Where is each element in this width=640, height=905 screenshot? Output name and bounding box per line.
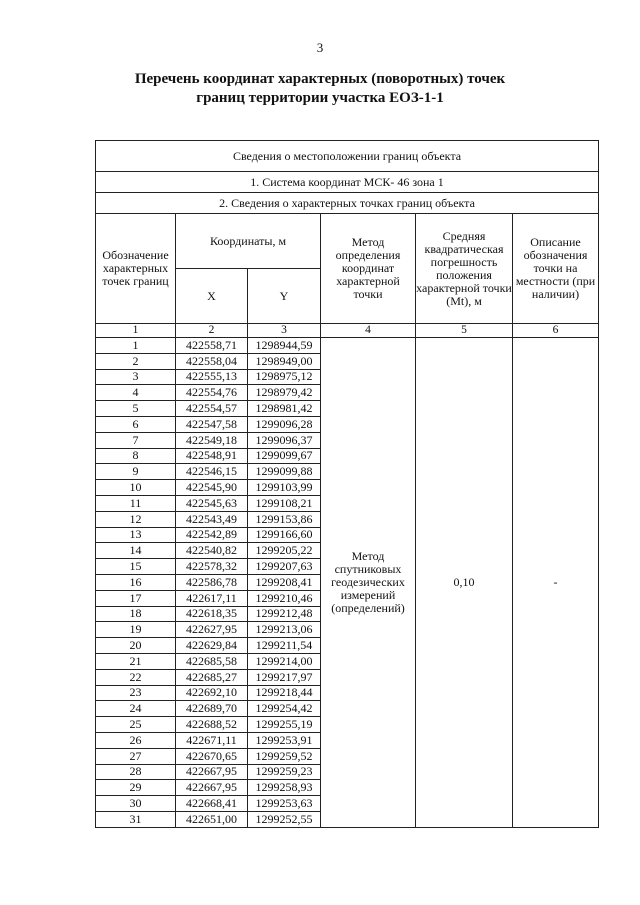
y-coordinate-cell: 1298975,12 xyxy=(248,369,321,385)
x-coordinate-cell: 422558,71 xyxy=(176,338,248,354)
page-number: 3 xyxy=(316,40,324,55)
y-coordinate-cell: 1299255,19 xyxy=(248,717,321,733)
title-line-1: Перечень координат характерных (поворотных) точек xyxy=(134,71,506,87)
point-number-cell: 27 xyxy=(96,748,176,764)
y-coordinate-cell: 1299207,63 xyxy=(248,559,321,575)
point-number-cell: 13 xyxy=(96,527,176,543)
x-coordinate-cell: 422668,41 xyxy=(176,796,248,812)
point-number-cell: 15 xyxy=(96,559,176,575)
point-number-cell: 23 xyxy=(96,685,176,701)
point-number-cell: 24 xyxy=(96,701,176,717)
y-coordinate-cell: 1299108,21 xyxy=(248,495,321,511)
column-number: 2 xyxy=(176,324,248,338)
y-coordinate-cell: 1299213,06 xyxy=(248,622,321,638)
y-coordinate-cell: 1298949,00 xyxy=(248,353,321,369)
x-coordinate-cell: 422545,63 xyxy=(176,495,248,511)
x-coordinate-cell: 422671,11 xyxy=(176,732,248,748)
point-number-cell: 6 xyxy=(96,416,176,432)
column-number: 1 xyxy=(96,324,176,338)
point-number-cell: 12 xyxy=(96,511,176,527)
point-number-cell: 28 xyxy=(96,764,176,780)
y-coordinate-cell: 1299210,46 xyxy=(248,590,321,606)
point-number-cell: 2 xyxy=(96,353,176,369)
x-coordinate-cell: 422667,95 xyxy=(176,780,248,796)
y-coordinate-cell: 1299099,88 xyxy=(248,464,321,480)
point-number-cell: 11 xyxy=(96,495,176,511)
y-coordinate-cell: 1299253,91 xyxy=(248,732,321,748)
x-coordinate-cell: 422685,27 xyxy=(176,669,248,685)
x-coordinate-cell: 422547,58 xyxy=(176,416,248,432)
section-characteristic-points: 2. Сведения о характерных точках границ объекта xyxy=(96,193,599,214)
y-coordinate-cell: 1299212,48 xyxy=(248,606,321,622)
header-y: Y xyxy=(248,269,321,324)
y-coordinate-cell: 1299208,41 xyxy=(248,574,321,590)
point-number-cell: 29 xyxy=(96,780,176,796)
x-coordinate-cell: 422688,52 xyxy=(176,717,248,733)
y-coordinate-cell: 1299214,00 xyxy=(248,653,321,669)
point-number-cell: 7 xyxy=(96,432,176,448)
x-coordinate-cell: 422554,57 xyxy=(176,401,248,417)
point-number-cell: 4 xyxy=(96,385,176,401)
x-coordinate-cell: 422618,35 xyxy=(176,606,248,622)
y-coordinate-cell: 1299259,23 xyxy=(248,764,321,780)
x-coordinate-cell: 422670,65 xyxy=(176,748,248,764)
x-coordinate-cell: 422549,18 xyxy=(176,432,248,448)
point-number-cell: 16 xyxy=(96,574,176,590)
document-title xyxy=(60,70,580,108)
column-number: 3 xyxy=(248,324,321,338)
y-coordinate-cell: 1299259,52 xyxy=(248,748,321,764)
point-number-cell: 31 xyxy=(96,811,176,827)
description-cell: - xyxy=(513,338,599,828)
x-coordinate-cell: 422685,58 xyxy=(176,653,248,669)
point-number-cell: 22 xyxy=(96,669,176,685)
x-coordinate-cell: 422627,95 xyxy=(176,622,248,638)
x-coordinate-cell: 422548,91 xyxy=(176,448,248,464)
x-coordinate-cell: 422540,82 xyxy=(176,543,248,559)
point-number-cell: 26 xyxy=(96,732,176,748)
section-coordinate-system: 1. Система координат МСК- 46 зона 1 xyxy=(96,172,599,193)
x-coordinate-cell: 422578,32 xyxy=(176,559,248,575)
header-coordinates: Координаты, м xyxy=(176,214,321,269)
point-number-cell: 10 xyxy=(96,480,176,496)
point-number-cell: 8 xyxy=(96,448,176,464)
y-coordinate-cell: 1298944,59 xyxy=(248,338,321,354)
y-coordinate-cell: 1299205,22 xyxy=(248,543,321,559)
header-error: Средняя квадратическая погрешность положения характерной точки (Mt), м xyxy=(416,214,513,324)
y-coordinate-cell: 1299217,97 xyxy=(248,669,321,685)
y-coordinate-cell: 1299166,60 xyxy=(248,527,321,543)
x-coordinate-cell: 422545,90 xyxy=(176,480,248,496)
point-number-cell: 17 xyxy=(96,590,176,606)
y-coordinate-cell: 1299096,28 xyxy=(248,416,321,432)
y-coordinate-cell: 1298981,42 xyxy=(248,401,321,417)
point-number-cell: 9 xyxy=(96,464,176,480)
point-number-cell: 14 xyxy=(96,543,176,559)
x-coordinate-cell: 422667,95 xyxy=(176,764,248,780)
x-coordinate-cell: 422689,70 xyxy=(176,701,248,717)
header-x: X xyxy=(176,269,248,324)
column-number: 6 xyxy=(513,324,599,338)
y-coordinate-cell: 1299252,55 xyxy=(248,811,321,827)
y-coordinate-cell: 1299099,67 xyxy=(248,448,321,464)
title-line-2: границ территории участка ЕОЗ-1-1 xyxy=(196,90,444,106)
point-number-cell: 20 xyxy=(96,638,176,654)
y-coordinate-cell: 1299096,37 xyxy=(248,432,321,448)
y-coordinate-cell: 1299253,63 xyxy=(248,796,321,812)
column-number: 4 xyxy=(321,324,416,338)
x-coordinate-cell: 422555,13 xyxy=(176,369,248,385)
point-number-cell: 21 xyxy=(96,653,176,669)
header-description: Описание обозначения точки на местности (при наличии) xyxy=(513,214,599,324)
x-coordinate-cell: 422546,15 xyxy=(176,464,248,480)
table-row xyxy=(96,338,599,354)
x-coordinate-cell: 422586,78 xyxy=(176,574,248,590)
x-coordinate-cell: 422651,00 xyxy=(176,811,248,827)
point-number-cell: 5 xyxy=(96,401,176,417)
point-number-cell: 30 xyxy=(96,796,176,812)
point-number-cell: 1 xyxy=(96,338,176,354)
header-method: Метод определения координат характерной точки xyxy=(321,214,416,324)
x-coordinate-cell: 422629,84 xyxy=(176,638,248,654)
y-coordinate-cell: 1299218,44 xyxy=(248,685,321,701)
y-coordinate-cell: 1298979,42 xyxy=(248,385,321,401)
coordinates-table xyxy=(95,140,599,828)
point-number-cell: 19 xyxy=(96,622,176,638)
point-number-cell: 3 xyxy=(96,369,176,385)
x-coordinate-cell: 422617,11 xyxy=(176,590,248,606)
y-coordinate-cell: 1299211,54 xyxy=(248,638,321,654)
x-coordinate-cell: 422554,76 xyxy=(176,385,248,401)
point-number-cell: 25 xyxy=(96,717,176,733)
section-location-header: Сведения о местоположении границ объекта xyxy=(96,141,599,172)
y-coordinate-cell: 1299103,99 xyxy=(248,480,321,496)
error-cell: 0,10 xyxy=(416,338,513,828)
x-coordinate-cell: 422692,10 xyxy=(176,685,248,701)
y-coordinate-cell: 1299258,93 xyxy=(248,780,321,796)
y-coordinate-cell: 1299254,42 xyxy=(248,701,321,717)
method-cell: Метод спутниковых геодезических измерений (определений) xyxy=(321,338,416,828)
point-number-cell: 18 xyxy=(96,606,176,622)
x-coordinate-cell: 422543,49 xyxy=(176,511,248,527)
x-coordinate-cell: 422558,04 xyxy=(176,353,248,369)
header-point-designation: Обозначение характерных точек границ xyxy=(96,214,176,324)
y-coordinate-cell: 1299153,86 xyxy=(248,511,321,527)
x-coordinate-cell: 422542,89 xyxy=(176,527,248,543)
column-number: 5 xyxy=(416,324,513,338)
